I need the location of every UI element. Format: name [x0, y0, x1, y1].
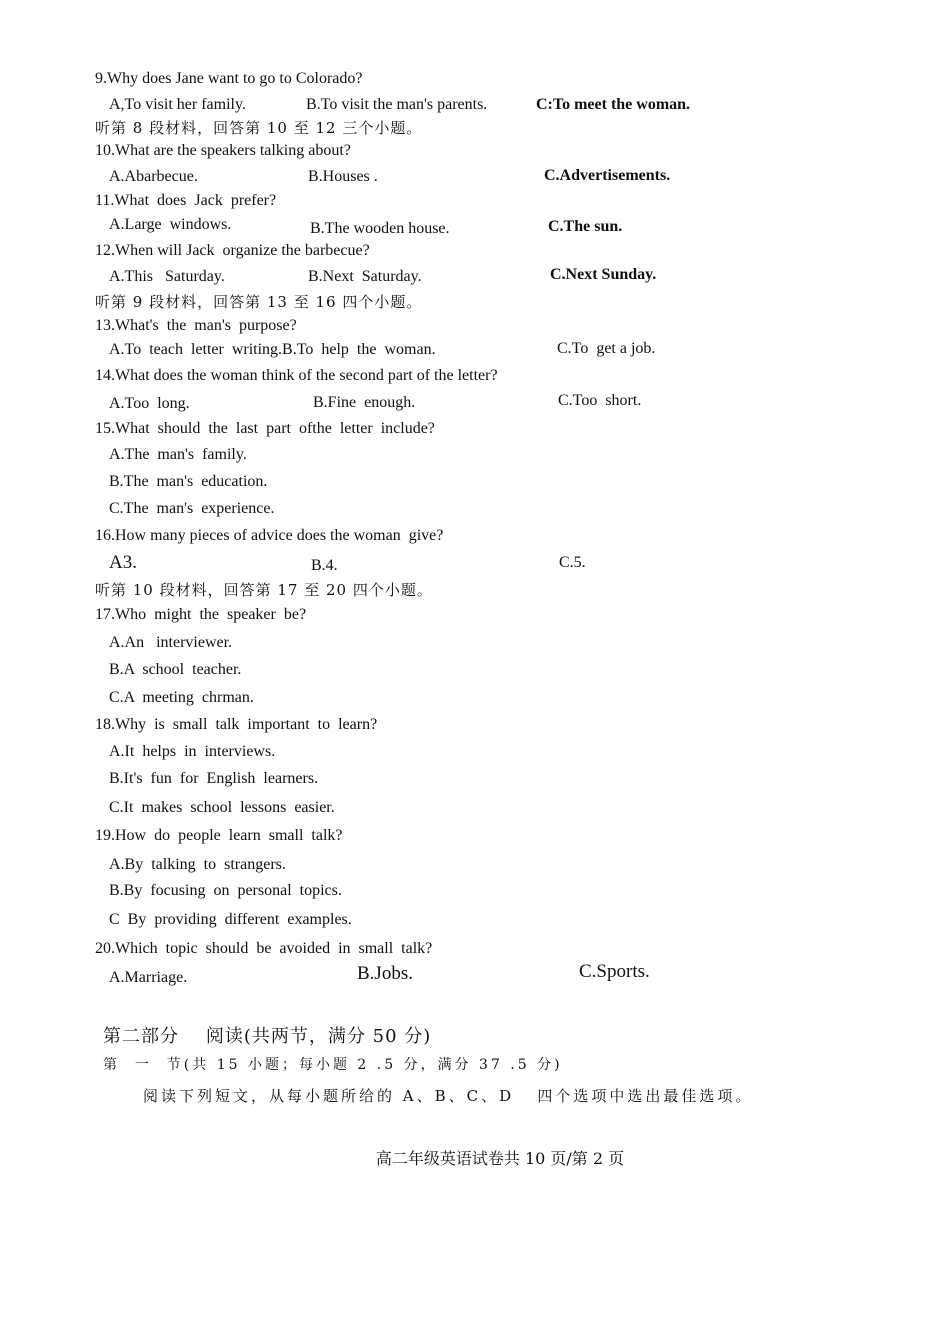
- question-20-stem: 20.Which topic should be avoided in small talk?: [95, 940, 433, 957]
- question-11-option-a: A.Large windows.: [109, 216, 232, 233]
- question-16-stem: 16.How many pieces of advice does the woman give?: [95, 527, 444, 544]
- question-9-option-a: A,To visit her family.: [109, 96, 246, 113]
- question-17-option-b: B.A school teacher.: [109, 661, 242, 678]
- question-18-option-b: B.It's fun for English learners.: [109, 770, 319, 787]
- question-14-option-a: A.Too long.: [109, 395, 190, 412]
- question-19-stem: 19.How do people learn small talk?: [95, 827, 343, 844]
- question-11-option-c: C.The sun.: [548, 218, 623, 235]
- question-9-stem: 9.Why does Jane want to go to Colorado?: [95, 70, 363, 87]
- question-13-options-ab: A.To teach letter writing.B.To help the woman.: [109, 341, 436, 358]
- question-18-option-c: C.It makes school lessons easier.: [109, 799, 335, 816]
- question-14-stem: 14.What does the woman think of the second part of the letter?: [95, 367, 498, 384]
- section-10-heading: 听第 10 段材料，回答第 17 至 20 四个小题。: [95, 581, 433, 599]
- question-10-option-c: C.Advertisements.: [544, 167, 671, 184]
- question-19-option-c: C By providing different examples.: [109, 911, 352, 928]
- question-18-option-a: A.It helps in interviews.: [109, 743, 276, 760]
- question-10-option-a: A.Abarbecue.: [109, 168, 198, 185]
- question-11-stem: 11.What does Jack prefer?: [95, 192, 277, 209]
- question-20-option-a: A.Marriage.: [109, 969, 188, 986]
- question-13-stem: 13.What's the man's purpose?: [95, 317, 297, 334]
- question-12-stem: 12.When will Jack organize the barbecue?: [95, 242, 370, 259]
- question-12-option-a: A.This Saturday.: [109, 268, 225, 285]
- question-15-option-a: A.The man's family.: [109, 446, 247, 463]
- part-two-title: 第二部分 阅读(共两节，满分 50 分): [103, 1026, 432, 1047]
- part-two-section-one: 第 一 节(共 15 小题；每小题 2 .5 分，满分 37 .5 分): [103, 1057, 563, 1073]
- question-17-option-c: C.A meeting chrman.: [109, 689, 254, 706]
- question-16-option-b: B.4.: [311, 557, 338, 574]
- question-14-option-b: B.Fine enough.: [313, 394, 416, 411]
- question-20-option-c: C.Sports.: [579, 961, 650, 982]
- reading-instruction: 阅读下列短文，从每小题所给的 A、B、C、D 四个选项中选出最佳选项。: [143, 1087, 754, 1105]
- question-15-stem: 15.What should the last part ofthe letter include?: [95, 420, 435, 437]
- question-19-option-a: A.By talking to strangers.: [109, 856, 286, 873]
- question-15-option-b: B.The man's education.: [109, 473, 268, 490]
- question-20-option-b: B.Jobs.: [357, 963, 413, 984]
- question-17-stem: 17.Who might the speaker be?: [95, 606, 307, 623]
- question-17-option-a: A.An interviewer.: [109, 634, 233, 651]
- question-11-option-b: B.The wooden house.: [310, 220, 450, 237]
- question-18-stem: 18.Why is small talk important to learn?: [95, 716, 378, 733]
- section-8-heading: 听第 8 段材料，回答第 10 至 12 三个小题。: [95, 119, 423, 137]
- question-10-stem: 10.What are the speakers talking about?: [95, 142, 351, 159]
- question-13-option-c: C.To get a job.: [557, 340, 656, 357]
- question-10-option-b: B.Houses .: [308, 168, 378, 185]
- question-9-option-c: C:To meet the woman.: [536, 96, 691, 113]
- question-14-option-c: C.Too short.: [558, 392, 642, 409]
- section-9-heading: 听第 9 段材料，回答第 13 至 16 四个小题。: [95, 293, 423, 311]
- question-15-option-c: C.The man's experience.: [109, 500, 275, 517]
- question-19-option-b: B.By focusing on personal topics.: [109, 882, 342, 899]
- question-16-option-c: C.5.: [559, 554, 586, 571]
- question-16-option-a: A3.: [109, 552, 137, 573]
- question-12-option-b: B.Next Saturday.: [308, 268, 422, 285]
- page-footer: 高二年级英语试卷共 10 页/第 2 页: [375, 1149, 625, 1168]
- question-12-option-c: C.Next Sunday.: [550, 266, 657, 283]
- question-9-option-b: B.To visit the man's parents.: [306, 96, 488, 113]
